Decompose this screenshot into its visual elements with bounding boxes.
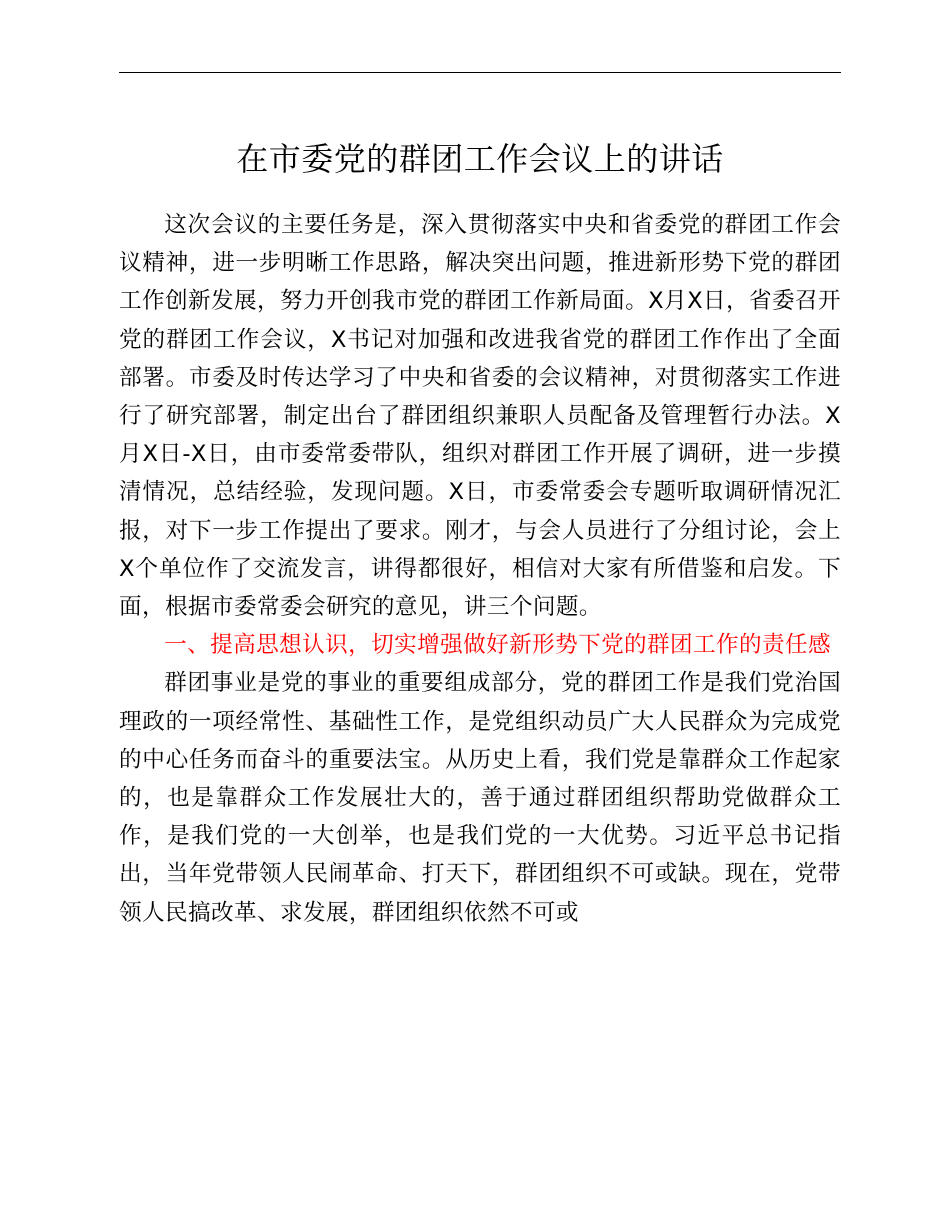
document-body bbox=[119, 206, 841, 932]
section-1-paragraph: 群团事业是党的事业的重要组成部分，党的群团工作是我们党治国理政的一项经常性、基础性工作，是党组织动员广大人民群众为完成党的中心任务而奋斗的重要法宝。从历史上看，我们党是靠群众工作起家的，也是靠群众工作发展壮大的，善于通过群团组织帮助党做群众工作，是我们党的一大创举，也是我们党的一大优势。习近平总书记指出，当年党带领人民闹革命、打天下，群团组织不可或缺。现在，党带领人民搞改革、求发展，群团组织依然不可或 bbox=[119, 670, 841, 926]
section-heading-1: 一、提高思想认识，切实增强做好新形势下党的群团工作的责任感 bbox=[164, 632, 832, 659]
document-title: 在市委党的群团工作会议上的讲话 bbox=[236, 140, 724, 178]
intro-paragraph: 这次会议的主要任务是，深入贯彻落实中央和省委党的群团工作会议精神，进一步明晰工作思路，解决突出问题，推进新形势下党的群团工作创新发展，努力开创我市党的群团工作新局面。X月X日，省委召开党的群团工作会议，X书记对加强和改进我省党的群团工作作出了全面部署。市委及时传达学习了中央和省委的会议精神，对贯彻落实工作进行了研究部署，制定出台了群团组织兼职人员配备及管理暂行办法。X月X日-X日，由市委常委带队，组织对群团工作开展了调研，进一步摸清情况，总结经验，发现问题。X日，市委常委会专题听取调研情况汇报，对下一步工作提出了要求。刚才，与会人员进行了分组讨论，会上X个单位作了交流发言，讲得都很好，相信对大家有所借鉴和启发。下面，根据市委常委会研究的意见，讲三个问题。 bbox=[119, 212, 841, 621]
header-rule bbox=[119, 72, 841, 73]
